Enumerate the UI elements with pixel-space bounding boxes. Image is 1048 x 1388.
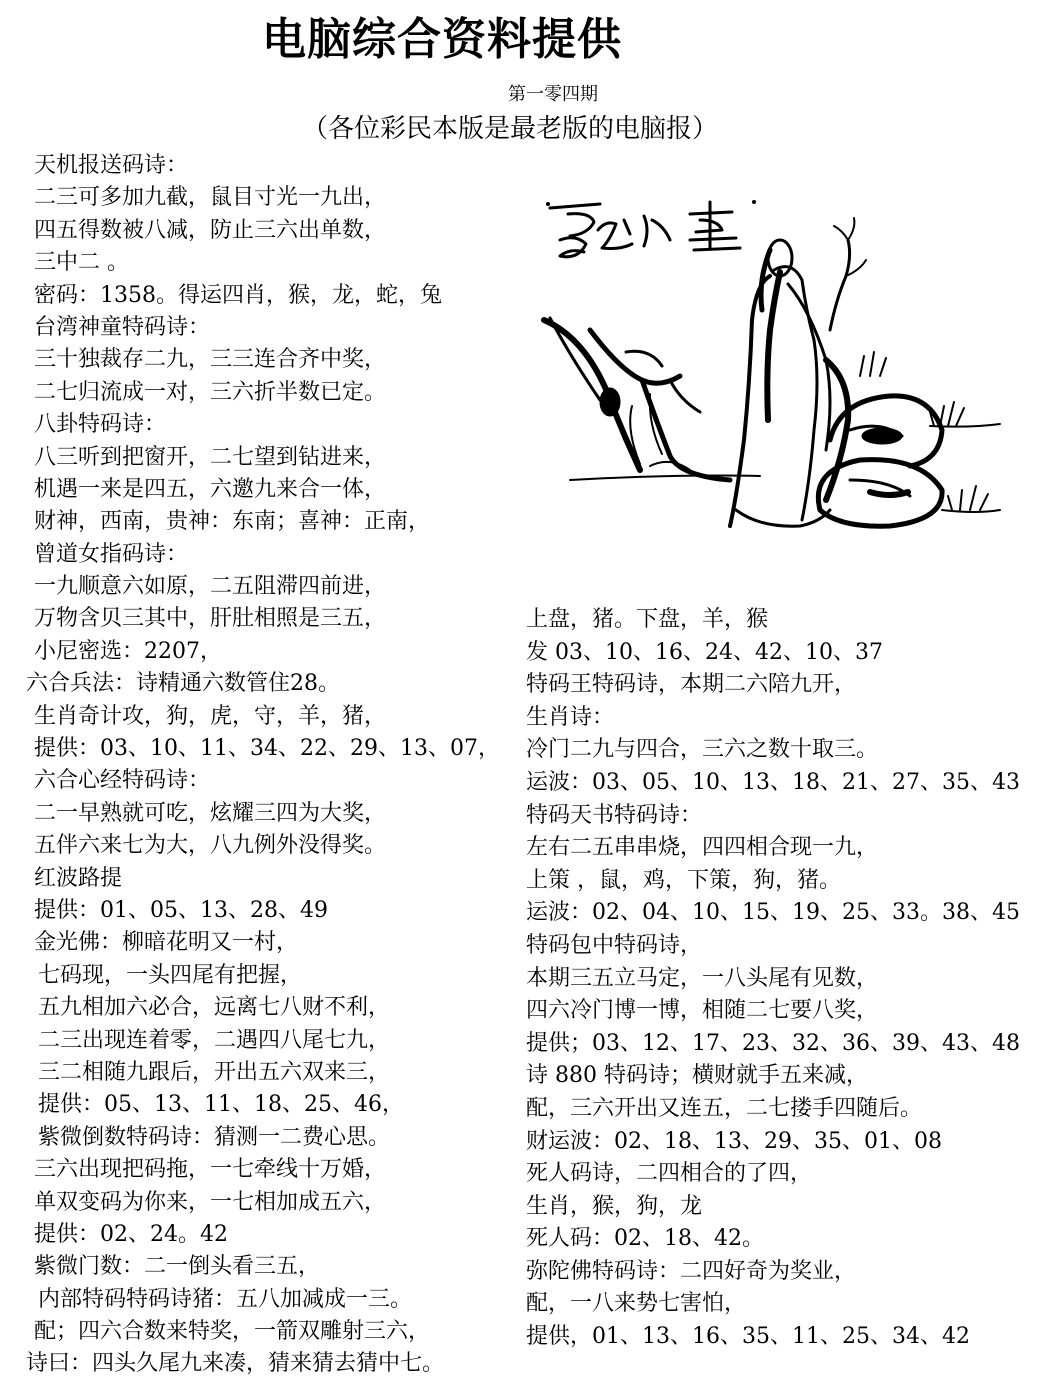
issue-number: 第一零四期 (508, 84, 598, 105)
text-line: 弥陀佛特码诗：二四好奇为奖业， (526, 1258, 857, 1284)
text-line: 提供：03、10、11、34、22、29、13、07， (34, 736, 500, 762)
left-column (24, 150, 514, 1381)
text-line: 万物含贝三其中，肝肚相照是三五， (34, 606, 387, 632)
text-line: 曾道女指码诗： (34, 541, 189, 567)
text-line: 提供：05、13、11、18、25、46， (38, 1092, 404, 1118)
text-line: 本期三五立马定，一八头尾有见数， (526, 965, 879, 991)
right-column (526, 604, 1026, 1354)
text-line: 发 03、10、16、24、42、10、37 (526, 639, 883, 665)
text-line: 三中二 。 (34, 250, 129, 276)
text-line: 提供；03、12、17、23、32、36、39、43、48 (526, 1030, 1020, 1056)
text-line: 二一早熟就可吃，炫耀三四为大奖， (34, 800, 387, 826)
text-line: 二三出现连着零，二遇四八尾七九， (38, 1027, 391, 1053)
text-line: 四五得数被八减，防止三六出单数， (34, 217, 387, 243)
text-line: 提供：02、24。42 (34, 1221, 228, 1247)
text-line: 生肖诗： (526, 704, 615, 730)
text-line: 三十独裁存二九，三三连合齐中奖， (34, 347, 387, 373)
text-line: 单双变码为你来，一七相加成五六， (34, 1189, 387, 1215)
text-line: 三六出现把码拖，一七牵线十万婚， (34, 1157, 387, 1183)
page-subtitle: （各位彩民本版是最老版的电脑报） (302, 114, 719, 144)
text-line: 提供，01、13、16、35、11、25、34、42 (526, 1324, 970, 1350)
text-line: 配，一八来势七害怕， (526, 1291, 747, 1317)
text-line: 五伴六来七为大，八九例外没得奖。 (34, 833, 387, 859)
text-line: 二七归流成一对，三六折半数已定。 (34, 379, 387, 405)
text-line: 六合兵法：诗精通六数管住28。 (26, 671, 340, 697)
text-line: 二三可多加九截，鼠目寸光一九出， (34, 185, 387, 211)
text-line: 七码现，一头四尾有把握， (38, 962, 303, 988)
text-line: 三二相随九跟后，开出五六双来三， (38, 1059, 391, 1085)
text-line: 天机报送码诗： (34, 153, 189, 178)
text-line: 紫微倒数特码诗：猜测一二费心思。 (38, 1124, 391, 1150)
text-line: 配；四六合数来特奖，一箭双雕射三六， (34, 1319, 431, 1345)
text-line: 上盘，猪。下盘，羊，猴 (526, 607, 769, 632)
text-line: 一九顺意六如原，二五阻滞四前进， (34, 574, 387, 600)
text-line: 诗曰：四头久尾九来凑，猜来猜去猜中七。 (26, 1351, 445, 1377)
text-line: 运波：02、04、10、15、19、25、33。38、45 (526, 900, 1020, 926)
text-line: 左右二五串串烧，四四相合现一九， (526, 835, 879, 861)
text-line: 特码包中特码诗， (526, 932, 703, 958)
text-line: 五九相加六必合，远离七八财不利， (38, 995, 391, 1021)
woman-by-tree-and-rock-drawing-icon (530, 180, 1010, 580)
text-line: 六合心经特码诗： (34, 768, 211, 794)
text-line: 密码：1358。得运四肖，猴，龙，蛇，兔 (34, 282, 442, 308)
text-line: 紫微门数：二一倒头看三五， (34, 1254, 321, 1280)
text-line: 冷门二九与四合，三六之数十取三。 (526, 737, 879, 763)
text-line: 八卦特码诗： (34, 412, 167, 438)
text-line: 上策 ，鼠，鸡，下策，狗，猪。 (526, 867, 841, 893)
text-line: 财运波：02、18、13、29、35、01、08 (526, 1128, 942, 1154)
text-line: 配，三六开出又连五，二七搂手四随后。 (526, 1095, 923, 1121)
text-line: 死人码诗，二四相合的了四， (526, 1161, 813, 1187)
text-line: 特码王特码诗，本期二六陪九开， (526, 672, 857, 698)
text-line: 红波路提 (34, 865, 123, 891)
text-line: 特码天书特码诗： (526, 802, 703, 828)
text-line: 运波：03、05、10、13、18、21、27、35、43 (526, 769, 1020, 795)
text-line: 金光佛：柳暗花明又一村， (34, 930, 299, 956)
text-line: 内部特码特码诗猪：五八加减成一三。 (38, 1286, 413, 1312)
text-line: 诗 880 特码诗；横财就手五来减， (526, 1063, 868, 1089)
text-line: 台湾神童特码诗： (34, 314, 211, 340)
text-line: 机遇一来是四五，六邀九来合一体， (34, 476, 387, 502)
text-line: 提供：01、05、13、28、49 (34, 897, 328, 923)
text-line: 财神，西南，贵神：东南；喜神：正南， (34, 509, 431, 535)
text-line: 生肖奇计攻，狗，虎，守，羊，猪， (34, 703, 387, 729)
text-line: 四六冷门博一博，相随二七要八奖， (526, 998, 879, 1024)
text-line: 生肖，猴，狗，龙 (526, 1193, 703, 1219)
page-title: 电脑综合资料提供 (262, 14, 622, 65)
text-line: 八三听到把窗开，二七望到钻进来， (34, 444, 387, 470)
text-line: 小尼密选：2207， (34, 638, 222, 664)
text-line: 死人码：02、18、42。 (526, 1226, 764, 1252)
